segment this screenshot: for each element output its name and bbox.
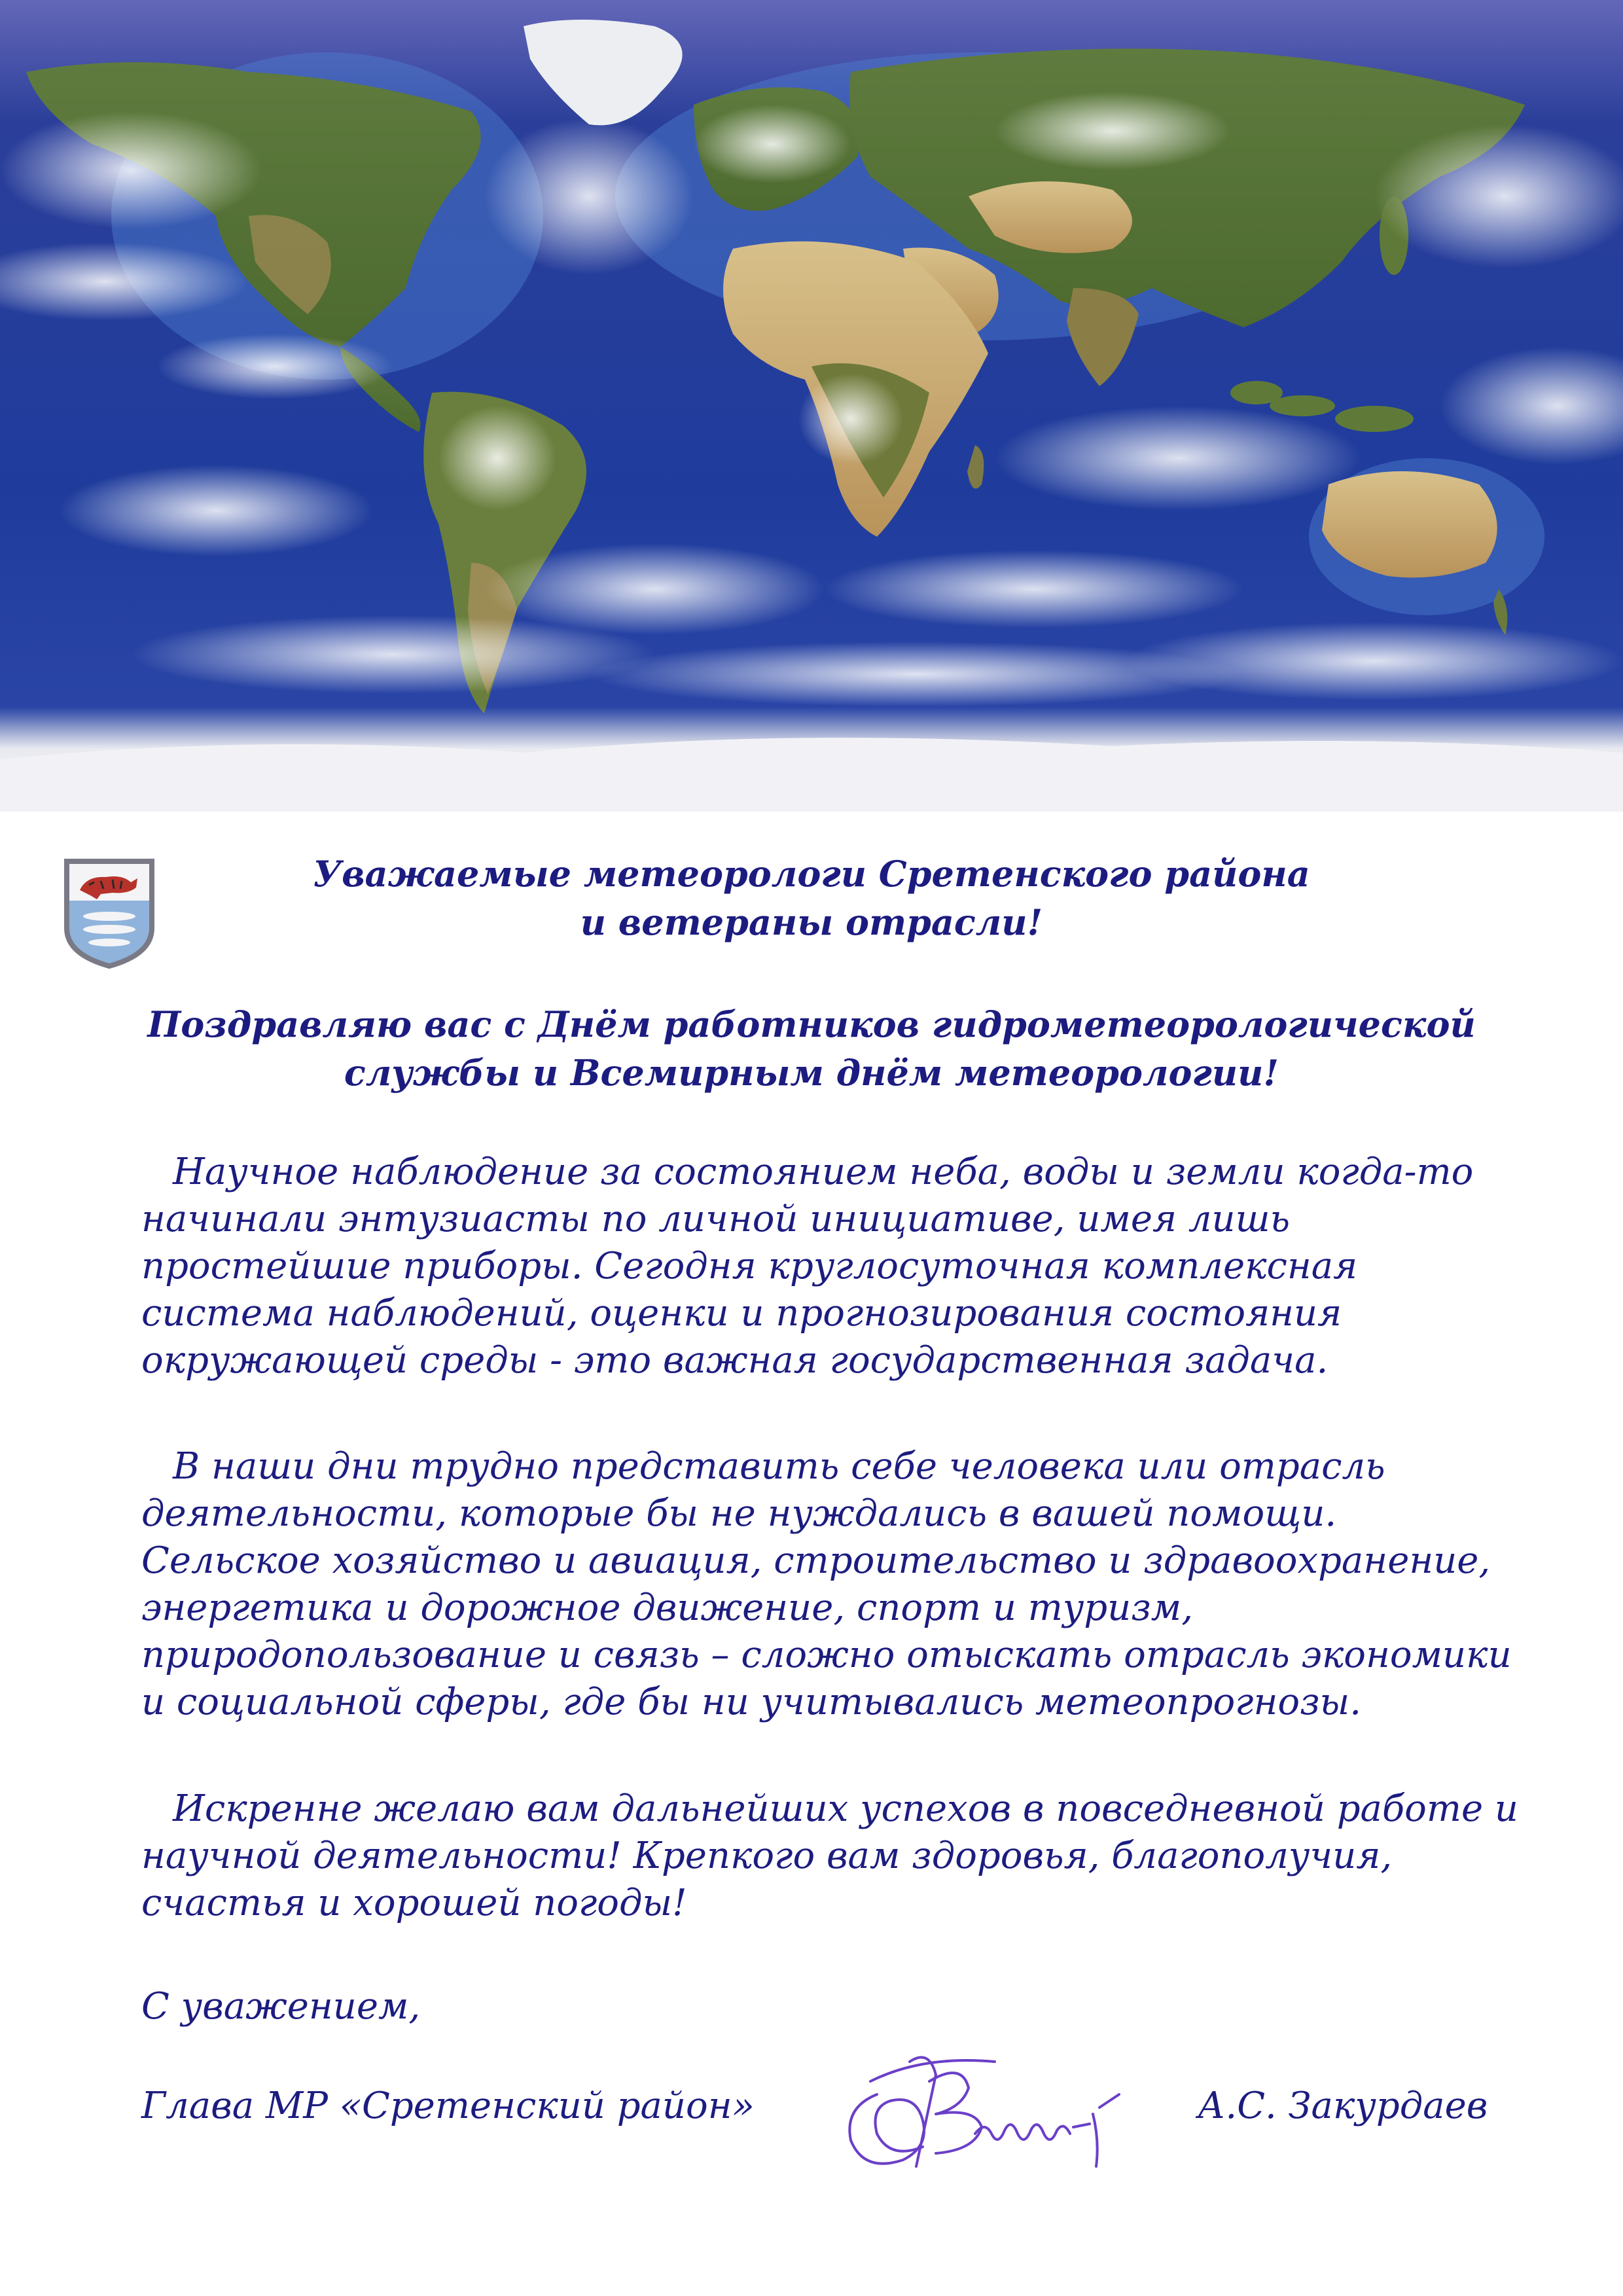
- greeting-line-2: и ветераны отрасли!: [580, 901, 1043, 943]
- congrats-line-2: службы и Всемирным днём метеорологии!: [344, 1052, 1279, 1094]
- congrats-line-1: Поздравляю вас с Днём работников гидрометеорологической: [147, 1003, 1476, 1045]
- body-paragraph-2: В наши дни трудно представить себе человека или отрасль деятельности, которые бы не нуждались в вашей помощи. Сельское хозяйство и авиация, строительство и здравоохранение, энергетика и дорожное движение, спорт и туризм, природопользование и связь – сложно отыскать отрасль экономики и социальной сферы, где бы ни учитывались метеопрогнозы.: [141, 1445, 1512, 1723]
- greeting-line-1: Уважаемые метеорологи Сретенского района: [313, 853, 1310, 895]
- congrats-heading: [105, 1000, 1518, 1097]
- signatory-name: А.С. Закурдаев: [1198, 2085, 1488, 2127]
- handwritten-signature: [831, 2036, 1139, 2186]
- closing-regards: С уважением,: [141, 1985, 421, 2028]
- world-map-banner: [0, 0, 1623, 812]
- body-paragraph-3: Искренне желаю вам дальнейших успехов в повседневной работе и научной деятельности! Крепкого вам здоровья, благополучия, счастья и хорошей погоды!: [141, 1787, 1518, 1924]
- body-paragraph-1: Научное наблюдение за состоянием неба, воды и земли когда-то начинали энтузиасты по личной инициативе, имея лишь простейшие приборы. Сегодня круглосуточная комплексная система наблюдений, оценки и прогнозирования состояния окружающей среды - это важная государственная задача.: [141, 1151, 1474, 1382]
- signatory-position: Глава МР «Сретенский район»: [141, 2085, 755, 2127]
- satellite-world-map-image: [0, 0, 1623, 812]
- greeting-heading: [105, 850, 1518, 946]
